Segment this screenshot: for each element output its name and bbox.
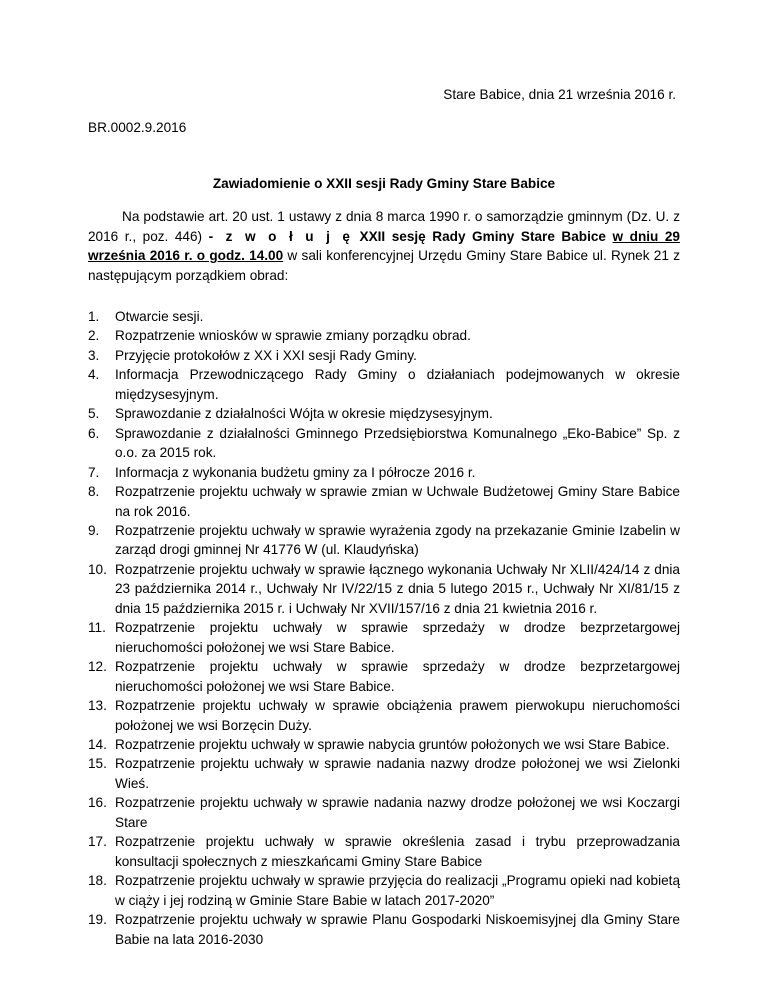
- agenda-item-number: 3.: [88, 347, 100, 363]
- agenda-item-text: Rozpatrzenie projektu uchwały w sprawie wyrażenia zgody na przekazanie Gminie Izabelin w zarząd drogi gminnej Nr 41776 W (ul. Klaudyńska): [115, 522, 680, 558]
- convene-word: - z w o ł u j ę: [208, 228, 353, 244]
- agenda-item: [88, 754, 680, 793]
- venue-text: w sali konferencyjnej Urzędu Gminy Stare Babice ul. Rynek 21 z następującym porządkiem obrad:: [88, 248, 680, 283]
- intro-text: Na podstawie art. 20 ust. 1 ustawy z dnia 8 marca 1990 r. o samorządzie gminnym (Dz. U. z 2016 r., poz. 446): [88, 209, 680, 244]
- agenda-item: [88, 832, 680, 871]
- agenda-item-number: 16.: [88, 795, 107, 811]
- agenda-item: [88, 735, 680, 754]
- session-date: w dniu 29 września 2016 r. o godz. 14.00: [88, 228, 680, 263]
- agenda-item-number: 14.: [88, 736, 107, 752]
- agenda-item-number: 1.: [88, 309, 100, 324]
- agenda-item: [88, 365, 680, 404]
- reference-number: BR.0002.9.2016: [88, 120, 187, 135]
- agenda-item-number: 10.: [88, 561, 107, 577]
- agenda-item: [88, 871, 680, 910]
- agenda-item: [88, 482, 680, 521]
- agenda-item: [88, 696, 680, 735]
- agenda-item: [88, 307, 680, 326]
- agenda-item-text: Przyjęcie protokołów z XX i XXI sesji Rady Gminy.: [115, 347, 417, 363]
- session-name: XXII sesję Rady Gminy Stare Babice: [352, 228, 613, 244]
- agenda-item-number: 15.: [88, 756, 107, 772]
- intro-paragraph: [88, 207, 680, 285]
- agenda-item-text: Rozpatrzenie projektu uchwały w sprawie nadania nazwy drodze położonej we wsi Koczargi Stare: [115, 795, 680, 830]
- agenda-item-number: 9.: [88, 522, 100, 538]
- agenda-item-number: 7.: [88, 464, 100, 480]
- agenda-item-text: Otwarcie sesji.: [115, 309, 204, 324]
- agenda-item: [88, 346, 680, 365]
- agenda-item-number: 19.: [88, 912, 107, 928]
- agenda-item-text: Informacja Przewodniczącego Rady Gminy o działaniach podejmowanych w okresie międzysesyjnym.: [115, 367, 680, 402]
- agenda-item-text: Rozpatrzenie projektu uchwały w sprawie zmian w Uchwale Budżetowej Gminy Stare Babice na rok 2016.: [115, 484, 680, 519]
- agenda-item-text: Rozpatrzenie projektu uchwały w sprawie Planu Gospodarki Niskoemisyjnej dla Gminy Stare Babie na lata 2016-2030: [115, 912, 680, 947]
- agenda-item-text: Rozpatrzenie projektu uchwały w sprawie łącznego wykonania Uchwały Nr XLII/424/14 z dnia 23 października 2014 r., Uchwały Nr IV/22/15 z dnia 5 lutego 2015 r., Uchwały Nr XI/81/15 z dnia 15 października 2015 r. i Uchwały Nr XVII/157/16 z dnia 21 kwietnia 2016 r.: [115, 561, 680, 616]
- agenda-item: [88, 657, 680, 696]
- agenda-item-text: Rozpatrzenie projektu uchwały w sprawie nadania nazwy drodze położonej we wsi Zielonki Wieś.: [115, 756, 680, 791]
- agenda-item-number: 5.: [88, 406, 100, 422]
- agenda-item-text: Sprawozdanie z działalności Wójta w okresie międzysesyjnym.: [115, 406, 493, 422]
- agenda-item: [88, 463, 680, 482]
- agenda-item-number: 12.: [88, 659, 107, 675]
- agenda-item: [88, 404, 680, 423]
- agenda-item-number: 8.: [88, 484, 100, 500]
- agenda-item-text: Rozpatrzenie projektu uchwały w sprawie nabycia gruntów położonych we wsi Stare Babice.: [115, 736, 670, 752]
- agenda-item-text: Informacja z wykonania budżetu gminy za I półrocze 2016 r.: [115, 464, 476, 480]
- agenda-item-text: Rozpatrzenie wniosków w sprawie zmiany porządku obrad.: [115, 328, 471, 344]
- agenda-item-text: Rozpatrzenie projektu uchwały w sprawie sprzedaży w drodze bezprzetargowej nieruchomości położonej we wsi Stare Babice.: [115, 659, 680, 694]
- agenda-item-number: 2.: [88, 328, 100, 344]
- agenda-item: [88, 521, 680, 560]
- agenda-item-text: Rozpatrzenie projektu uchwały w sprawie określenia zasad i trybu przeprowadzania konsultacji społecznych z mieszkańcami Gminy Stare Babice: [115, 834, 680, 869]
- agenda-item: [88, 793, 680, 832]
- agenda-item: [88, 326, 680, 345]
- agenda-item-text: Rozpatrzenie projektu uchwały w sprawie przyjęcia do realizacji „Programu opieki nad kobietą w ciąży i jej rodziną w Gminie Stare Babie w latach 2017-2020”: [115, 873, 680, 908]
- agenda-item: [88, 424, 680, 463]
- agenda-item: [88, 560, 680, 618]
- agenda-item-text: Rozpatrzenie projektu uchwały w sprawie obciążenia prawem pierwokupu nieruchomości położonej we wsi Borzęcin Duży.: [115, 698, 680, 733]
- agenda-item-number: 18.: [88, 873, 107, 889]
- agenda-item-number: 11.: [88, 620, 106, 636]
- agenda-item-number: 6.: [88, 425, 100, 441]
- agenda-item: [88, 910, 680, 949]
- agenda-item: [88, 618, 680, 657]
- agenda-item-number: 13.: [88, 698, 107, 714]
- place-date: Stare Babice, dnia 21 września 2016 r.: [443, 87, 676, 102]
- agenda-list: [88, 307, 680, 949]
- document-title: Zawiadomienie o XXII sesji Rady Gminy Stare Babice: [212, 176, 556, 191]
- agenda-item-number: 17.: [88, 834, 107, 850]
- agenda-item-text: Sprawozdanie z działalności Gminnego Przedsiębiorstwa Komunalnego „Eko-Babice” Sp. z o.o. za 2015 rok.: [115, 425, 680, 461]
- agenda-item-number: 4.: [88, 367, 100, 383]
- agenda-item-text: Rozpatrzenie projektu uchwały w sprawie sprzedaży w drodze bezprzetargowej nieruchomości położonej we wsi Stare Babice.: [115, 620, 680, 655]
